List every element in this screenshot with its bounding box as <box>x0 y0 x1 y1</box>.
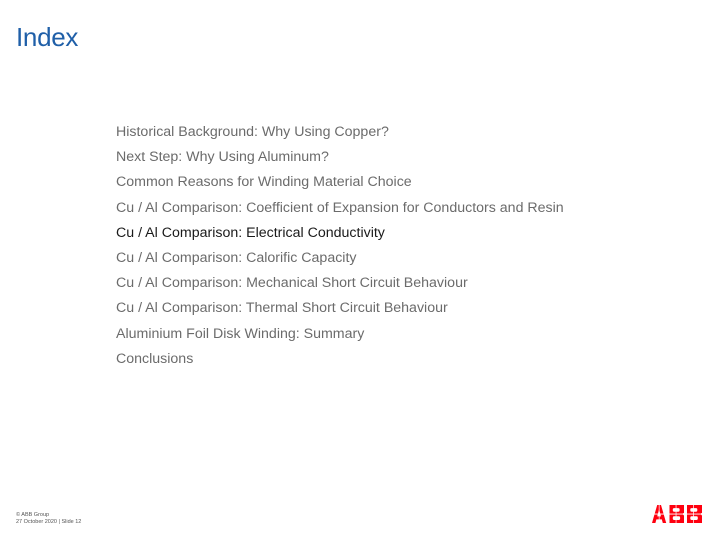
index-item: Aluminium Foil Disk Winding: Summary <box>116 325 365 342</box>
index-item: Cu / Al Comparison: Thermal Short Circuit Behaviour <box>116 300 448 317</box>
index-item-current: Cu / Al Comparison: Electrical Conductivity <box>116 224 385 241</box>
index-item: Cu / Al Comparison: Calorific Capacity <box>116 249 357 266</box>
index-item: Common Reasons for Winding Material Choice <box>116 174 412 191</box>
slide-title: Index <box>16 22 79 52</box>
index-item: Next Step: Why Using Aluminum? <box>116 149 329 166</box>
index-item: Cu / Al Comparison: Mechanical Short Circuit Behaviour <box>116 275 468 292</box>
index-list <box>116 120 564 372</box>
footer <box>16 512 81 525</box>
index-item: Conclusions <box>116 350 194 367</box>
footer-copyright: © ABB Group <box>16 512 50 518</box>
index-item: Historical Background: Why Using Copper? <box>116 124 389 140</box>
abb-logo <box>652 502 704 524</box>
index-item: Cu / Al Comparison: Coefficient of Expansion for Conductors and Resin <box>116 199 564 216</box>
footer-date-slide: 27 October 2020 | Slide 12 <box>16 518 82 525</box>
